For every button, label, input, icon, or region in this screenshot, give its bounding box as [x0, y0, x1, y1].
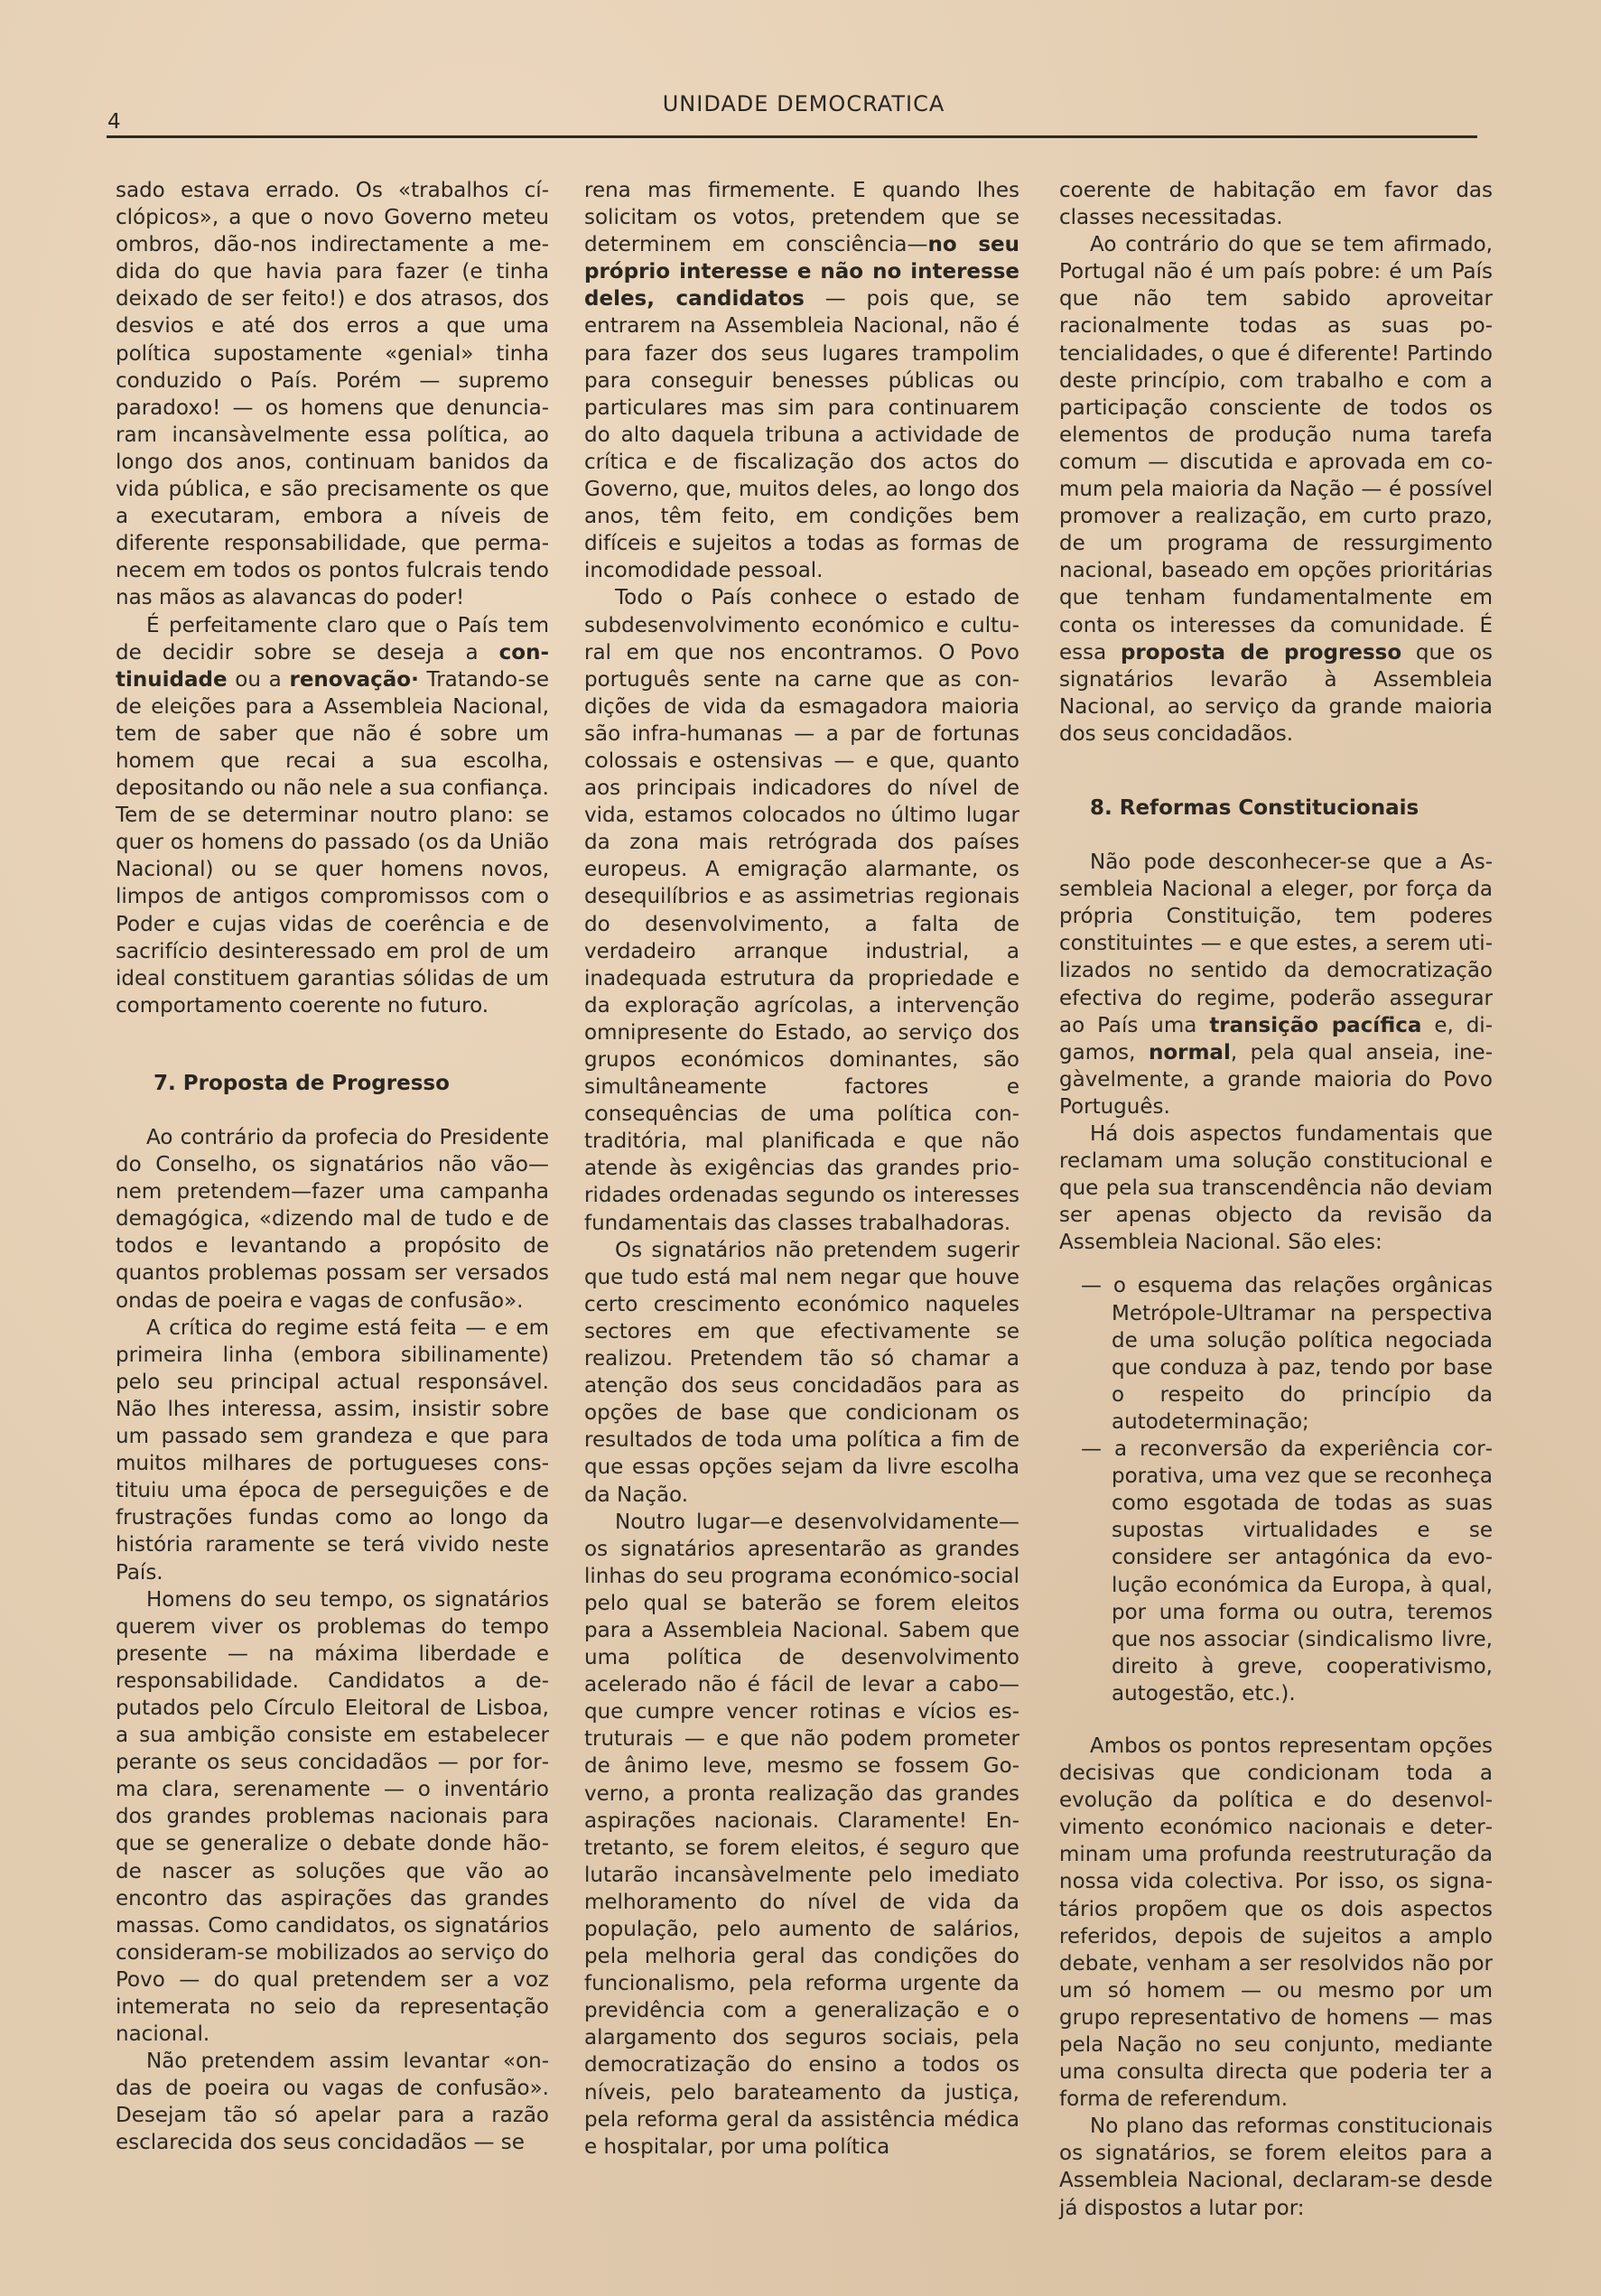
paragraph: Os signatários não pretendem sugerir que tudo está mal nem negar que houve certo crescimento económico naqueles sectores em que efectivamente se realizou. Pretendem tão só chamar a atenção dos seus concidadãos para as opções de base que condicionam os resultados de toda uma política a fim de que essas opções sejam da livre escolha da Nação. — [584, 1238, 1019, 1507]
bold-term: proposta de progresso — [1120, 640, 1402, 665]
text-run: que os signatários levarão à Assembleia Nacional, ao serviço da grande maioria dos seus concidadãos. — [1059, 640, 1493, 746]
paragraph: No plano das reformas constitucionais os signatários, se forem eleitos para a Assembleia Nacional, declaram-se desde já dispostos a lutar por: — [1059, 2115, 1493, 2220]
list-item: — a reconversão da experiência corporativa, uma vez que se reconheça como esgotada de todas as suas supostas virtualidades e se considere ser antagónica da evolução económica da Europa, à qual, por uma forma ou outra, teremos que nos associar (sindicalismo livre, direito à greve, cooperativismo, autogestão, etc.). — [1081, 1437, 1493, 1706]
text-run: rena mas firmemente. E quando lhes solicitam os votos, pretendem que se determinem em consciência— — [584, 179, 1019, 257]
bold-term: no seu próprio interesse e não no interesse deles, candidatos — [584, 233, 1019, 311]
text-run: — pois que, se entrarem na Assembleia Nacional, não é para fazer dos seus lugares trampolim para conseguir benesses públicas ou particulares mas sim para continuarem do alto daquela tribuna a actividade de crítica e de fiscalização dos actos do Governo, que, muitos deles, ao longo dos anos, têm feito, em condições bem difíceis e sujeitos a todas as formas de incomodidade pessoal. — [584, 287, 1020, 583]
text-run: Ao contrário do que se tem afirmado, Portugal não é um país pobre: é um País que não tem sabido aproveitar racionalmente todas as suas potencialidades, o que é diferente! Partindo deste princípio, com trabalho e com a participação consciente de todos os elementos de produção numa tarefa comum — discutida e aprovada em comum pela maioria da Nação — é possível promover a realização, em curto prazo, de um programa de ressurgimento nacional, baseado em opções prioritárias que tenham fundamentalmente em conta os interesses da comunidade. É essa — [1059, 233, 1493, 665]
text-run: Não pode desconhecer-se que a Assembleia Nacional a eleger, por força da própria Constituição, tem poderes constituintes — e que estes, a serem utilizados no sentido da democratização efectiva do regime, poderão assegurar ao País uma — [1059, 851, 1493, 1037]
column-3 — [1059, 177, 1493, 2222]
bold-term: renovação· — [289, 667, 419, 692]
column-1 — [116, 177, 549, 2157]
list-item: — o esquema das relações orgânicas Metrópole-Ultramar na perspectiva de uma solução política negociada que conduza à paz, tendo por base o respeito do princípio da autodeterminação; — [1081, 1274, 1493, 1434]
paragraph: Ambos os pontos representam opções decisivas que condicionam toda a evolução da política e do desenvolvimento económico nacionais e determinam uma profunda reestruturação da nossa vida colectiva. Por isso, os signatários propõem que os dois aspectos referidos, depois de sujeitos a amplo debate, venham a ser resolvidos não por um só homem — ou mesmo por um grupo representativo de homens — mas pela Nação no seu conjunto, mediante uma consulta directa que poderia ter a forma de referendum. — [1059, 1734, 1493, 2112]
column-2 — [584, 177, 1019, 2161]
paragraph: Todo o País conhece o estado de subdesenvolvimento económico e cultural em que nos encontramos. O Povo português sente na carne que as condições de vida da esmagadora maioria são infra-humanas — a par de fortunas colossais e ostensivas — e que, quanto aos principais indicadores do nível de vida, estamos colocados no último lugar da zona mais retrógrada dos países europeus. A emigração alarmante, os desequilíbrios e as assimetrias regionais do desenvolvimento, a falta de verdadeiro arranque industrial, a inadequada estrutura da propriedade e da exploração agrícolas, a intervenção omnipresente do Estado, ao serviço dos grupos económicos dominantes, são simultâneamente factores e consequências de uma política contraditória, mal planificada e que não atende às exigências das grandes prioridades ordenadas segundo os interesses fundamentais das classes trabalhadoras. — [584, 586, 1019, 1235]
header-rule — [107, 135, 1477, 138]
paragraph — [1059, 849, 1493, 1120]
paragraph: Noutro lugar—e desenvolvidamente— os signatários apresentarão as grandes linhas do seu programa económico-social pelo qual se baterão se forem eleitos para a Assembleia Nacional. Sabem que uma política de desenvolvimento acelerado não é fácil de levar a cabo— que cumpre vencer rotinas e vícios estruturais — e que não podem prometer de ânimo leve, mesmo se fossem Governo, a pronta realização das grandes aspirações nacionais. Claramente! Entretanto, se forem eleitos, é seguro que lutarão incansàvelmente pelo imediato melhoramento do nível de vida da população, pelo aumento de salários, pela melhoria geral das condições do funcionalismo, pela reforma urgente da previdência com a generalização e o alargamento dos seguros sociais, pela democratização do ensino a todos os níveis, pelo barateamento da justiça, pela reforma geral da assistência médica e hospitalar, por uma política — [584, 1510, 1019, 2159]
paragraph — [584, 177, 1019, 584]
text-run: É perfeitamente claro que o País tem de decidir sobre se deseja a — [116, 613, 549, 665]
bold-term: transição pacífica — [1209, 1013, 1422, 1037]
section-heading-8: 8. Reformas Constitucionais — [1090, 795, 1419, 820]
text-run: Tratando-se de eleições para a Assembleia Nacional, tem de saber que não é sobre um homem que recai a sua escolha, depositando ou não nele a sua confiança. Tem de se determinar noutro plano: se quer os homens do passado (os da União Nacional) ou se quer homens novos, limpos de antigos compromissos com o Poder e cujas vidas de coerência e de sacrifício desinteressado em prol de um ideal constituem garantias sólidas de um comportamento coerente no futuro. — [116, 667, 549, 1018]
text-run: ou a — [227, 667, 290, 692]
paragraph: Homens do seu tempo, os signatários querem viver os problemas do tempo presente — na máxima liberdade e responsabilidade. Candidatos a deputados pelo Círculo Eleitoral de Lisboa, a sua ambição consiste em estabelecer perante os seus concidadãos — por forma clara, serenamente — o inventário dos grandes problemas nacionais para que se generalize o debate donde hão-de nascer as soluções que vão ao encontro das aspirações das grandes massas. Como candidatos, os signatários consideram-se mobilizados ao serviço do Povo — do qual pretendem ser a voz intemerata no seio da representação nacional. — [116, 1587, 549, 2047]
paragraph — [1059, 231, 1493, 748]
paragraph — [116, 612, 549, 1019]
bold-term: continuidade — [116, 640, 549, 692]
paragraph: sado estava errado. Os «trabalhos cíclópicos», a que o novo Governo meteu ombros, dão-nos indirectamente a medida do que havia para fazer (e tinha deixado de ser feito!) e dos atrasos, dos desvios e até dos erros a que uma política supostamente «genial» tinha conduzido o País. Porém — supremo paradoxo! — os homens que denunciaram incansàvelmente essa política, ao longo dos anos, continuam banidos da vida pública, e são precisamente os que a executaram, embora a níveis de diferente responsabilidade, que permanecem em todos os pontos fulcrais tendo nas mãos as alavancas do poder! — [116, 179, 549, 610]
paragraph: coerente de habitação em favor das classes necessitadas. — [1059, 179, 1493, 230]
text-run: , pela qual anseia, inegàvelmente, a grande maioria do Povo Português. — [1059, 1040, 1493, 1119]
running-title: UNIDADE DEMOCRATICA — [662, 91, 945, 116]
section-heading-7: 7. Proposta de Progresso — [154, 1071, 450, 1095]
paragraph: Não pretendem assim levantar «ondas de poeira ou vagas de confusão». Desejam tão só apelar para a razão esclarecida dos seus concidadãos — se — [116, 2050, 549, 2155]
bold-term: normal — [1148, 1040, 1231, 1064]
paragraph: Há dois aspectos fundamentais que reclamam uma solução constitucional e que pela sua transcendência não deviam ser apenas objecto da revisão da Assembleia Nacional. São eles: — [1059, 1122, 1493, 1255]
page-number: 4 — [107, 110, 122, 134]
paragraph: Ao contrário da profecia do Presidente do Conselho, os signatários não vão—nem pretendem—fazer uma campanha demagógica, «dizendo mal de tudo e de todos e levantando a propósito de quantos problemas possam ser versados ondas de poeira e vagas de confusão». — [116, 1126, 549, 1313]
paragraph: A crítica do regime está feita — e em primeira linha (embora sibilinamente) pelo seu principal actual responsável. Não lhes interessa, assim, insistir sobre um passado sem grandeza e que para muitos milhares de portugueses constituiu uma época de perseguições e de frustrações fundas como ao longo da história raramente se terá vivido neste País. — [116, 1315, 549, 1585]
text-run: e, digamos, — [1059, 1013, 1494, 1064]
